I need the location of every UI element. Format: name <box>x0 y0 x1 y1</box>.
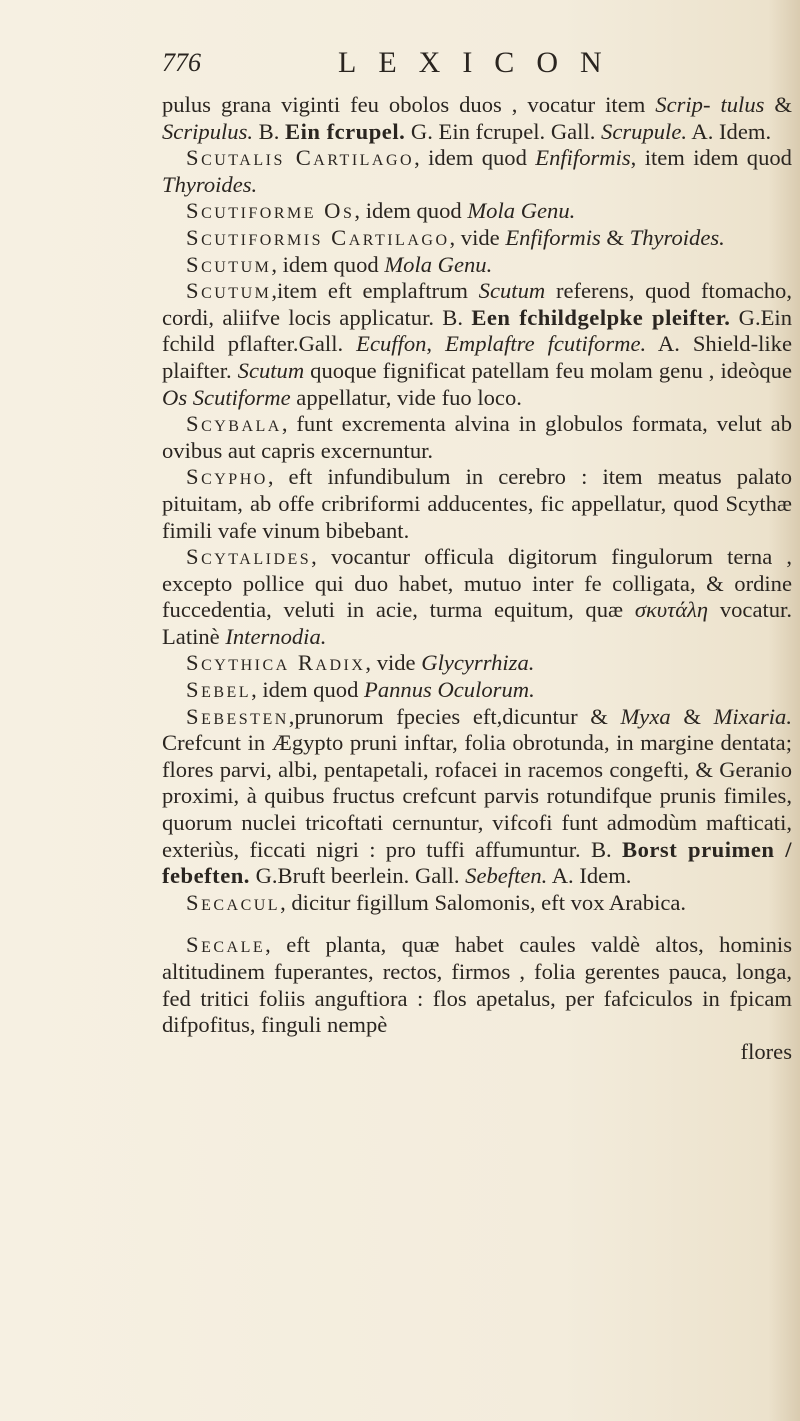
headword: Scybala <box>186 411 282 437</box>
entry-text: Crefcunt in Ægypto pruni inftar, folia obrotunda, in margine dentata; flores parvi, albi, pentapetali, rofacei in racemos congefti, & Geranio proximi, à quibus fructus crefcunt parvis rotundifque prunis fimiles, quorum nuclei tricoftati cernuntur, vifcofi funt admodùm mafticati, exteriùs, ficcati nigri : pro tuffi affumuntur. B. <box>162 730 792 862</box>
entry-text: , idem quod <box>251 677 365 703</box>
italic-term: tulus <box>710 92 765 117</box>
headword: Scutalis Cartilago <box>186 145 415 171</box>
dictionary-entry <box>162 225 792 252</box>
entry-text: vocatur. Latinè <box>162 597 792 649</box>
entry-text: , idem quod <box>354 198 468 224</box>
dictionary-entries <box>162 92 792 1039</box>
italic-term: Thyroides. <box>629 224 725 250</box>
page-column <box>162 42 792 1065</box>
italic-term: Sebeften. <box>465 863 548 889</box>
entry-text: G.Bruft beerlein. Gall. <box>249 863 466 889</box>
page-number: 776 <box>162 48 201 77</box>
italic-term: Glycyrrhiza. <box>421 650 535 676</box>
italic-term: Mola Genu. <box>467 198 576 224</box>
headword: Secale <box>186 932 266 958</box>
italic-term: Scutum <box>237 357 305 383</box>
entry-text: B. <box>253 118 286 144</box>
italic-term: Myxa <box>620 703 671 729</box>
dictionary-entry <box>162 198 792 225</box>
dictionary-entry <box>162 252 792 279</box>
entry-text: ,prunorum fpecies eft,dicuntur & <box>288 703 621 729</box>
entry-gap <box>162 916 792 932</box>
italic-term: Pannus Oculorum. <box>364 677 535 703</box>
dictionary-entry <box>162 92 792 145</box>
catchword: flores <box>740 1038 792 1064</box>
entry-text: ,item eft emplaftrum <box>271 278 479 304</box>
entry-text: , eft planta, quæ habet caules valdè altos, hominis altitudinem fuperantes, rectos, firmos , folia gerentes pauca, longa, fed tritici foliis anguftiora : flos apetalus, per fafciculos in fpicam difpofitus, finguli nempè <box>162 932 792 1038</box>
dictionary-entry <box>162 932 792 1038</box>
headword: Scutum <box>186 278 272 304</box>
italic-term: Os Scutiforme <box>162 384 291 410</box>
blackletter-term: Ein fcrupel. <box>285 118 406 144</box>
italic-term: Mixaria. <box>713 703 793 729</box>
entry-text: & <box>600 224 630 250</box>
italic-term: Scripulus. <box>162 118 254 144</box>
entry-text: A. Shield-like plaifter. <box>162 331 792 383</box>
entry-text: , vocantur officula digitorum fingulorum terna , excepto pollice qui duo habet, mutuo inter fe colligata, & ordine fuccedentia, veluti in acie, turma equitum, quæ <box>162 544 792 623</box>
headword: Scutiformis Cartilago <box>186 224 450 250</box>
entry-text: G.Ein fchild pflafter.Gall. <box>162 304 792 357</box>
italic-term: Internodia. <box>225 623 327 649</box>
italic-term: Ecuffon <box>356 331 427 357</box>
entry-text: , vide <box>365 650 422 676</box>
italic-term: Mola Genu. <box>384 251 493 277</box>
dictionary-entry <box>162 464 792 544</box>
entry-text: , <box>426 331 446 357</box>
italic-term: Thyroides. <box>162 171 258 197</box>
italic-term: Enfiformis <box>505 224 601 250</box>
entry-text: referens, quod ftomacho, cordi, aliifve locis applicatur. B. <box>162 278 793 330</box>
running-header <box>162 42 792 92</box>
running-title: LEXICON <box>338 46 624 79</box>
italic-term: Enfiformis <box>535 145 631 171</box>
dictionary-entry <box>162 890 792 917</box>
headword: Secacul <box>186 889 281 915</box>
entry-text: , dicitur figillum Salomonis, eft vox Arabica. <box>280 889 687 915</box>
italic-term: Emplaftre fcutiforme. <box>445 331 647 357</box>
dictionary-entry <box>162 544 792 650</box>
blackletter-term: Borst pruimen / febeften. <box>162 836 792 889</box>
dictionary-entry <box>162 278 792 411</box>
headword: Sebesten <box>186 703 289 729</box>
entry-text: pulus grana viginti feu obolos duos , vocatur item <box>162 92 656 117</box>
entry-text: , idem quod <box>414 145 536 171</box>
dictionary-entry <box>162 704 792 890</box>
italic-term: σκυτάλη <box>634 597 709 623</box>
entry-text: appellatur, vide fuo loco. <box>290 384 522 410</box>
entry-text: G. Ein fcrupel. Gall. <box>405 118 602 144</box>
headword: Scytalides <box>186 544 312 570</box>
entry-text: , vide <box>449 224 506 250</box>
entry-text: & <box>764 92 792 117</box>
headword: Scutiforme Os <box>186 198 355 224</box>
dictionary-entry <box>162 145 792 198</box>
headword: Scutum <box>186 251 272 277</box>
italic-term: Scrupule. <box>601 118 687 144</box>
entry-text: A. Idem. <box>687 118 772 144</box>
dictionary-entry <box>162 411 792 464</box>
headword: Scypho <box>186 464 268 490</box>
dictionary-entry <box>162 650 792 677</box>
entry-text: , funt excrementa alvina in globulos formata, velut ab ovibus aut capris excernuntur. <box>162 411 792 463</box>
entry-text: & <box>670 703 714 729</box>
headword: Sebel <box>186 677 252 703</box>
entry-text: quoque fignificat patellam feu molam genu , ideòque <box>304 357 792 383</box>
entry-text: A. Idem. <box>547 863 632 889</box>
headword: Scythica Radix <box>186 650 366 676</box>
entry-text: , item idem quod <box>630 145 792 171</box>
catchword-line <box>162 1039 792 1066</box>
italic-term: Scrip- <box>655 92 711 117</box>
italic-term: Scutum <box>478 278 546 304</box>
dictionary-entry <box>162 677 792 704</box>
entry-text: , idem quod <box>271 251 385 277</box>
entry-text: , eft infundibulum in cerebro : item meatus palato pituitam, ab offe cribriformi adducentes, fic appellatur, quod Scythæ fimili vafe vinum bibebant. <box>162 464 792 543</box>
blackletter-term: Een fchildgelpke pleifter. <box>471 304 731 330</box>
